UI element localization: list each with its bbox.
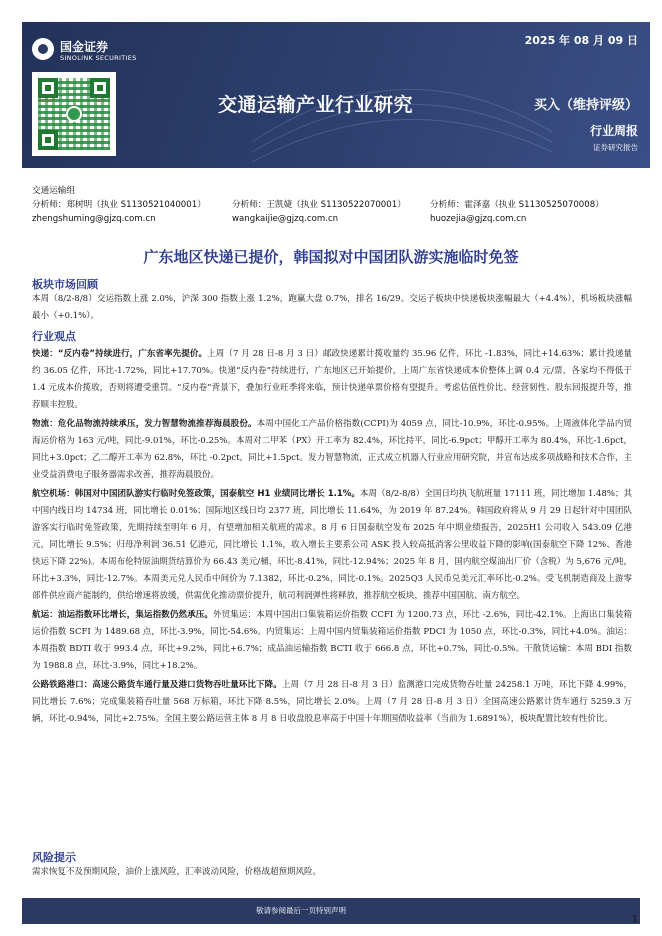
logo-icon — [32, 38, 54, 60]
para-lead: 公路铁路港口：高速公路货车通行量及港口货物吞吐量环比下降。 — [32, 680, 282, 690]
para-lead: 快递：“反内卷”持续进行，广东省率先提价。 — [32, 349, 208, 359]
footer-bar — [22, 898, 640, 924]
view-paragraph-express — [32, 346, 632, 414]
para-body: 外贸集运：本周中国出口集装箱运价指数 CCFI 为 1200.73 点，环比 -2.6%，同比-42.1%。上海出口集装箱运价指数 SCFI 为 1489.68 点，环比-3.9%，同比-54.6%。内贸集运：上周中国内贸集装箱运价指数 PDCI 为 1050 点，环比-0.3%，同比+4.0%。油运：本周指数 BDTI 收于 993.4 点，环比+9.2%，同比+6.7%；成品油运输指数 BCTI 收于 666.8 点，环比+0.7%，同比-0.5%。干散货运输：本周 BDI 指数为 1988.8 点，环比-3.9%，同比+18.2%。 — [32, 610, 632, 671]
analyst-email[interactable]: wangkaijie@gjzq.com.cn — [232, 214, 339, 224]
view-paragraph-shipping — [32, 607, 632, 675]
view-paragraph-logistics — [32, 416, 632, 484]
analyst-name: 分析师：王凯婕（执业 S1130522070001） — [232, 200, 406, 210]
report-header — [22, 22, 650, 168]
report-date: 2025 年 08 月 09 日 — [524, 34, 638, 47]
section-heading-views: 行业观点 — [32, 330, 76, 343]
analyst-email[interactable]: huozejia@gjzq.com.cn — [430, 214, 527, 224]
company-logo — [32, 36, 142, 76]
logo-text-en: SINOLINK SECURITIES — [60, 54, 137, 62]
section-heading-market-review: 板块市场回顾 — [32, 278, 98, 291]
report-type: 行业周报 — [589, 124, 638, 138]
market-review-text: 本周（8/2-8/8）交运指数上涨 2.0%，沪深 300 指数上涨 1.2%，跑赢大盘 0.7%，排名 16/29。交运子板块中快递板块涨幅最大（+4.4%），机场板块涨幅最小（+0.1%）。 — [32, 294, 632, 321]
qr-code — [32, 72, 116, 156]
analyst-group: 交通运输组 — [32, 186, 75, 196]
para-body: 上周（7 月 28 日-8 月 3 日）监测港口完成货物吞吐量 24258.1 万吨，环比下降 4.99%，同比增长 7.6%；完成集装箱吞吐量 568 万标箱，环比下降 8.5%，同比增长 2.0%。上周（7 月 28 日-8 月 3 日）全国高速公路累计货车通行 5259.3 万辆，环比-0.94%，同比+2.75%。全国主要公路运营主体 8 月 8 日收盘股息率高于中国十年期国债收益率（当前为 1.6891%），板块配置比较有性价比。 — [32, 680, 632, 724]
main-title: 广东地区快递已提价，韩国拟对中国团队游实施临时免签 — [143, 248, 519, 266]
analyst-1 — [32, 198, 206, 226]
rating: 买入（维持评级） — [533, 98, 638, 113]
para-lead: 航运：油运指数环比增长，集运指数仍然承压。 — [32, 610, 213, 620]
section-heading-risk: 风险提示 — [32, 851, 76, 864]
report-subtitle: 证券研究报告 — [593, 143, 638, 152]
logo-text-cn: 国金证券 — [60, 40, 109, 54]
page-number: 1 — [631, 914, 638, 925]
risk-text: 需求恢复不及预期风险，油价上涨风险，汇率波动风险，价格战超预期风险。 — [32, 867, 322, 877]
footer-disclaimer[interactable]: 敬请参阅最后一页特别声明 — [256, 906, 346, 915]
analyst-name: 分析师：霍泽嘉（执业 S1130525070008） — [430, 200, 604, 210]
analyst-block — [32, 184, 604, 224]
para-lead: 物流：危化品物流持续承压，发力智慧物流推荐海晨股份。 — [32, 419, 257, 429]
view-paragraph-road-rail-port — [32, 677, 632, 728]
para-lead: 航空机场：韩国对中国团队游实行临时免签政策，国泰航空 H1 业绩同比增长 1.1%。 — [32, 489, 360, 499]
report-title: 交通运输产业行业研究 — [218, 94, 414, 116]
qr-logo-icon — [66, 106, 82, 122]
para-body: 上周（7 月 28 日-8 月 3 日）邮政快递累计揽收量约 35.96 亿件，环比 -1.83%，同比+14.63%；累计投递量约 36.05 亿件，环比-1.72%，同比+17.70%。快递“反内卷”持续进行，广东地区已开始提价，上周广东省快递成本价整体上调 0.4 元/票，各家均不得低于 1.4 元成本价揽收，否则将遭受重罚。“反内卷”背景下，叠加行业旺季将来临，预计快递单票价格有望提升。考虑估值性价比、经营韧性、股东回报提升等，推荐顺丰控股。 — [32, 349, 632, 410]
analyst-name: 分析师：郑树明（执业 S1130521040001） — [32, 200, 206, 210]
analyst-3 — [430, 198, 604, 226]
view-paragraph-aviation — [32, 486, 632, 605]
para-body: 本周中国化工产品价格指数(CCPI)为 4059 点，同比-10.9%，环比-0.95%。上周液体化学品内贸海运价格为 163 元/吨，同比-9.01%，环比-0.25%。本周对二甲苯（PX）开工率为 82.4%，环比持平，同比-6.9pct；甲醇开工率为 80.4%，环比-1.6pct，同比+3.0pct；乙二醇开工率为 62.8%，环比 -0.2pct，同比+1.5pct。发力智慧物流，正式成立机器人行业应用研究院，并宣布达成多项战略和技术合作，主业受益消费电子服务器需求改善，推荐海晨股份。 — [32, 419, 632, 480]
analyst-2 — [232, 198, 406, 226]
para-body: 本周（8/2-8/8）全国日均执飞航班量 17111 班，同比增加 1.48%；其中国内线日均 14734 班，同比增长 0.01%；国际地区线日均 2377 班，同比增长 11.64%，为 2019 年 87.24%。韩国政府将从 9 月 29 日起针对中国团队游客实行临时免签政策，先期持续至明年 6 月，有望增加相关航班的需求。8 月 6 日国泰航空发布 2025 年中期业绩报告，2025H1 公司收入 543.09 亿港元，同比增长 9.5%；归母净利润 36.51 亿港元，同比增长 1.1%，收入增长主要系公司 ASK 投入较高抵消客公里收益下降的影响(国泰航空下降 12%、香港快运下降 22%)。本周布伦特原油期货结算价为 66.43 美元/桶，环比-8.41%，同比-12.94%；2025 年 8 月，国内航空煤油出厂价（含税）为 5,676 元/吨，环比+3.3%，同比-12.7%。本周美元兑人民币中间价为 7.1382，环比-0.2%，同比-0.1%。2025Q3 人民币兑美元汇率环比-0.2%。受飞机制造商及上游零部件供应商产能制约，供给增速将放缓，供需优化推动票价提升，航司利润弹性将释放，推荐航空板块，推荐中国国航、南方航空。 — [32, 489, 633, 601]
analyst-email[interactable]: zhengshuming@gjzq.com.cn — [32, 214, 156, 224]
views-body — [32, 346, 632, 730]
